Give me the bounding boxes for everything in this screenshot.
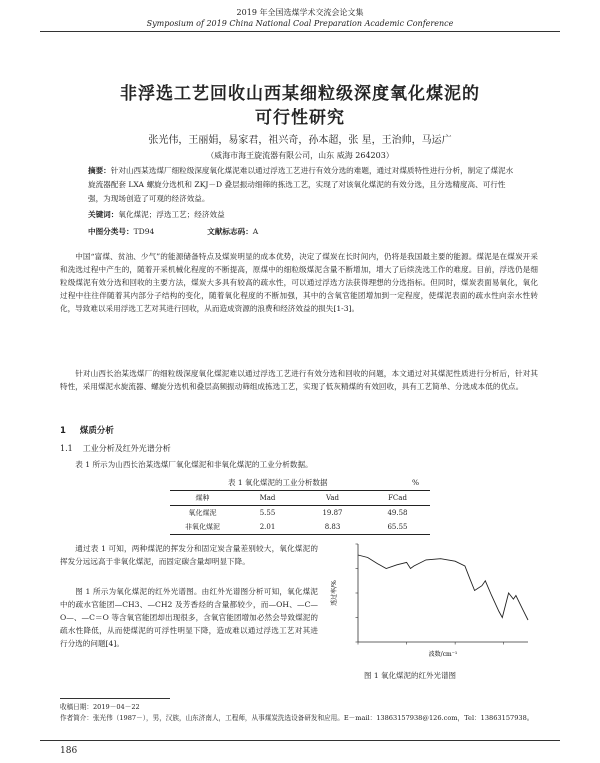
keywords-label: 关键词： [88,210,119,219]
abstract-label: 摘要： [88,166,111,175]
table-cell: 氧化煤泥 [188,509,217,517]
doc-code-label: 文献标志码： [207,227,253,236]
table-cell: 65.55 [387,523,408,531]
table-discussion-paragraph: 通过表 1 可知，两种煤泥的挥发分和固定炭含量差别较大，氧化煤泥的挥发分远远高于非氧化煤泥，而固定碳含量却明显下降。 [60,544,318,566]
affiliation: （威海市海王旋流器有限公司，山东 威海 264203） [206,151,394,160]
abstract-text: 针对山西某选煤厂细粒级深度氧化煤泥难以通过浮选工艺进行有效分选的难题，通过对煤质特性进行分析，制定了煤泥水旋流器配套 LXA 螺旋分选机和 ZKJ－D 叠层振动细筛的拣选工艺，实现了对该氧化煤泥的有效分选，且分选精度高、可行性强，为现场创造了可观的经济效益。 [88,166,514,203]
ir-spectrum-chart [328,538,538,660]
y-axis-label: 透过率/% [331,580,338,606]
table-header-cell: Mad [259,494,276,502]
section-1-1-title: 工业分析及红外光谱分析 [82,444,171,453]
header-rule [40,31,560,32]
footer-rule [40,740,560,741]
table-row [170,520,430,535]
table-header-cell: FCad [388,494,407,502]
section-1-number: 1 [60,426,66,436]
doc-code: A [252,227,259,236]
paper-title-line-1: 非浮选工艺回收山西某细粒级深度氧化煤泥的 [120,84,480,104]
table-header-cell: 煤种 [195,494,210,502]
classification-line [88,226,488,238]
table-1 [170,490,430,535]
x-axis-label: 波数/cm⁻¹ [428,651,458,658]
running-header-en: Symposium of 2019 China National Coal Preparation Academic Conference [146,19,454,28]
intro-paragraph-1: 中国“富煤、贫油、少气”的能源储备特点及煤炭明显的成本优势，决定了煤炭在长时间内，仍将是我国最主要的能源。煤泥是在煤炭开采和洗选过程中产生的，随着开采机械化程度的不断提高，原煤中的细粒级煤泥含量不断增加，增大了后续洗选工作的难度。目前，浮选仍是细粒级煤泥有效分选和回收的主要方法，煤炭大多具有较高的疏水性，可以通过浮选方法获得理想的分选指标。但同时，煤炭表面易氧化，氧化过程中往往伴随着其内部分子结构的变化，随着氧化程度的不断加强，其中的含氧官能团增加到一定程度，使煤泥表面的疏水性向亲水性转化，导致难以采用浮选工艺对其进行回收，从而造成资源的浪费和经济效益的损失[1-3]。 [60,252,538,313]
abstract [88,164,514,206]
running-header-cn: 2019 年全国选煤学术交流会论文集 [236,8,364,17]
table-intro-text: 表 1 所示为山西长治某选煤厂氧化煤泥和非氧化煤泥的工业分析数据。 [75,460,313,469]
section-1-1-number: 1.1 [60,444,73,453]
table-header-cell: Vad [325,494,340,502]
table-1-caption: 表 1 氧化煤泥的工业分析数据 [228,478,328,487]
table-cell: 5.55 [259,509,276,517]
ir-analysis-paragraph: 图 1 所示为氧化煤泥的红外光谱图。由红外光谱图分析可知，氧化煤泥中的疏水官能团—CH3、—CH2 及芳香烃的含量都较少，而—OH、—C—O—、—C＝O 等含氧官能团却出现很多，含氧官能团增加必然会导致煤泥的疏水性降低，从而使煤泥的可浮性明显下降，造成难以通过浮选工艺对其进行分选的问题[4]。 [60,587,318,648]
table-cell: 19.87 [322,509,343,517]
table-cell: 2.01 [259,523,276,531]
section-1-title: 煤质分析 [79,426,114,436]
intro-paragraph-2: 针对山西长治某选煤厂的细粒级深度氧化煤泥难以通过浮选工艺进行有效分选和回收的问题，本文通过对其煤泥性质进行分析后，针对其特性，采用煤泥水旋流器、螺旋分选机和叠层高频振动筛组成拣选工艺，实现了低灰精煤的有效回收，具有工艺简单、分选成本低的优点。 [60,369,538,391]
author-list: 张光伟，王丽娟，易家君，祖兴奇，孙本超，张 星，王治帅，马运广 [148,135,452,146]
table-header-row [170,491,430,506]
table-1-unit: % [412,478,420,487]
keywords-text: 氧化煤泥；浮选工艺；经济效益 [118,210,225,219]
clc-label: 中图分类号： [88,227,134,236]
figure-1-caption: 图 1 氧化煤泥的红外光谱图 [364,671,457,680]
table-row [170,506,430,521]
paper-title-line-2: 可行性研究 [255,108,345,128]
ir-spectrum-line [358,555,528,620]
clc-code: TD94 [133,227,155,236]
footnote-received: 收稿日期：2019－04－22 [60,703,140,711]
table-cell: 非氧化煤泥 [185,523,220,531]
keywords [88,208,514,222]
section-1-1-heading [60,443,171,455]
section-1-heading [60,425,114,437]
footnote-rule [60,698,170,699]
table-cell: 8.83 [324,523,341,531]
table-cell: 49.58 [387,509,408,517]
page-number: 186 [60,746,78,756]
footnote-author-info: 作者简介：张光伟（1987－），男，汉族，山东济南人，工程师，从事煤炭洗选设备研发和应用。E－mail：13863157938@126.com，Tel：13863157938。 [60,714,534,722]
